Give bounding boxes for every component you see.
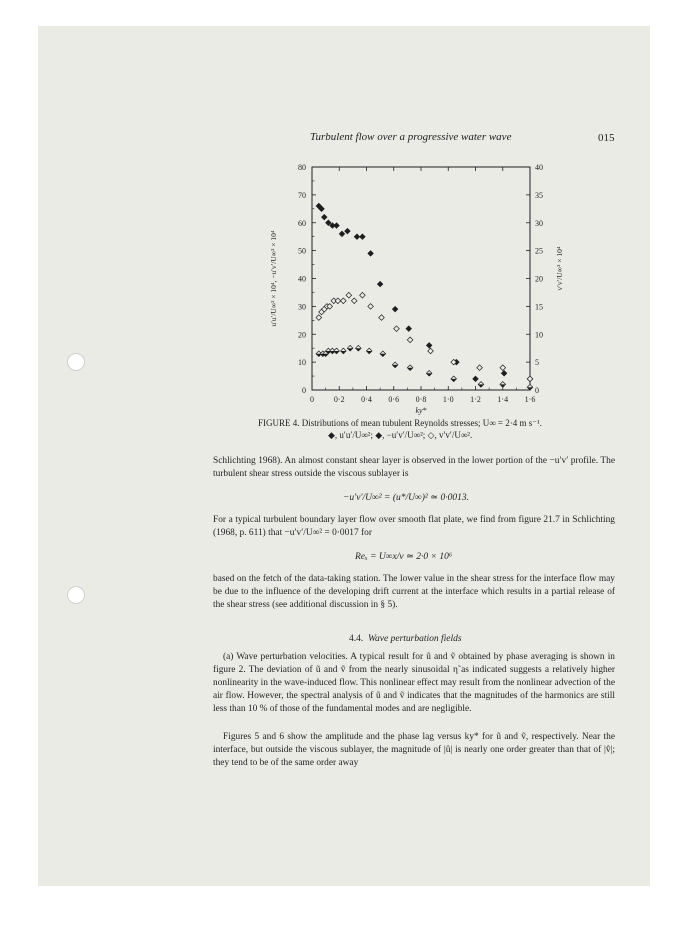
- section-heading: [349, 634, 462, 644]
- plot-frame: [312, 167, 530, 390]
- y-tick-label-right: 35: [535, 190, 543, 200]
- y-tick-label-right: 0: [535, 386, 539, 395]
- x-tick-label: 0·2: [333, 395, 345, 404]
- y-tick-label-right: 15: [535, 302, 543, 312]
- data-point-series-1: [392, 306, 398, 312]
- data-point-series-3: [394, 326, 400, 332]
- punch-hole: [67, 353, 85, 371]
- data-point-series-2: [500, 382, 506, 388]
- running-header: Turbulent flow over a progressive water wave: [310, 131, 512, 143]
- caption-text: FIGURE 4. Distributions of mean tubulent Reynolds stresses; U∞ = 2·4 m s⁻¹.: [258, 418, 542, 428]
- x-tick-label: 1·0: [442, 395, 454, 404]
- data-point-series-2: [356, 345, 362, 351]
- y-tick-label-right: 25: [535, 246, 543, 256]
- data-point-series-2: [407, 365, 413, 371]
- y-tick-label-right: 10: [535, 330, 543, 340]
- y-tick-label-right: 20: [535, 274, 543, 284]
- section-title: Wave perturbation fields: [368, 634, 462, 644]
- paragraph: Figures 5 and 6 show the amplitude and the phase lag versus ky* for ũ and ṽ, respectively. Near the interface, but outside the viscous sublayer, the magnitude of |û| is nearly one order greater than that of |v̂|; they tend to be of the same order away: [213, 732, 615, 768]
- data-point-series-2: [451, 376, 457, 382]
- data-point-series-3: [500, 365, 506, 371]
- data-point-series-2-fill: [334, 351, 340, 354]
- x-tick-label: 0: [310, 395, 314, 404]
- data-point-series-3: [407, 337, 413, 343]
- y-tick-label-left: 30: [298, 302, 306, 312]
- reynolds-stress-chart: [240, 155, 620, 415]
- data-point-series-2-fill: [356, 348, 362, 351]
- data-point-series-2-fill: [478, 384, 484, 387]
- data-point-series-1: [321, 214, 327, 220]
- x-tick-label: 1·6: [524, 395, 536, 404]
- data-point-series-3: [351, 298, 357, 304]
- data-point-series-3: [428, 348, 434, 354]
- data-point-series-1: [473, 376, 479, 382]
- data-point-series-3: [477, 365, 483, 371]
- page-number: 015: [598, 132, 615, 144]
- data-point-series-2: [341, 348, 347, 354]
- data-point-series-1: [426, 343, 432, 349]
- y-tick-label-left: 80: [298, 163, 306, 172]
- y-tick-label-left: 40: [298, 274, 306, 284]
- data-point-series-1: [368, 251, 374, 257]
- data-point-series-1: [339, 231, 345, 237]
- x-tick-label: 1·4: [497, 395, 509, 404]
- x-tick-label: 0·8: [415, 395, 427, 404]
- y-tick-label-left: 10: [298, 358, 306, 368]
- equation: Reₓ = U∞x/ν ≃ 2·0 × 10⁶: [355, 552, 453, 562]
- data-point-series-2-fill: [426, 373, 432, 376]
- data-point-series-2-fill: [380, 354, 386, 357]
- y-tick-label-left: 60: [298, 218, 306, 228]
- data-point-series-1: [334, 223, 340, 229]
- data-point-series-1: [345, 228, 351, 234]
- x-tick-label: 0·6: [388, 395, 400, 404]
- data-point-series-2: [334, 348, 340, 354]
- data-point-series-2-fill: [341, 351, 347, 354]
- data-point-series-3: [316, 315, 322, 321]
- figure-legend: ◆, u′u′/U∞²; ◆, −u′v′/U∞²; ◇, v′v′/U∞².: [328, 430, 473, 440]
- y-tick-label-left: 20: [298, 330, 306, 340]
- paragraph: based on the fetch of the data-taking station. The lower value in the shear stress for the interface flow may be due to the influence of the developing drift current at the interface which results in a partial release of the shear stress (see additional discussion in § 5).: [213, 574, 615, 610]
- data-point-series-2: [527, 384, 533, 390]
- data-point-series-1: [501, 370, 507, 376]
- x-tick-label: 1·2: [470, 395, 481, 404]
- data-point-series-2-fill: [347, 348, 353, 351]
- figure-caption: [258, 416, 618, 430]
- data-point-series-3: [379, 315, 385, 321]
- data-point-series-2-fill: [451, 379, 457, 382]
- data-point-series-3: [335, 298, 341, 304]
- section-number: 4.4.: [349, 634, 364, 644]
- data-point-series-1: [360, 234, 366, 240]
- x-axis-label: ky*: [415, 406, 427, 415]
- data-point-series-1: [354, 234, 360, 240]
- data-point-series-2: [426, 370, 432, 376]
- data-point-series-2: [347, 345, 353, 351]
- y-tick-label-left: 0: [302, 386, 306, 395]
- data-point-series-2: [478, 382, 484, 388]
- data-point-series-3: [360, 292, 366, 298]
- y-tick-label-right: 40: [535, 163, 543, 172]
- data-point-series-1: [377, 281, 383, 287]
- data-point-series-2: [366, 348, 372, 354]
- data-point-series-3: [527, 376, 533, 382]
- data-point-series-2-fill: [392, 365, 398, 368]
- y-axis-label-right: v′v′/U∞² × 10⁴: [555, 246, 564, 291]
- punch-hole: [67, 586, 85, 604]
- y-tick-label-left: 50: [298, 246, 306, 256]
- data-point-series-3: [341, 298, 347, 304]
- data-point-series-2: [380, 351, 386, 357]
- paragraph: For a typical turbulent boundary layer flow over smooth flat plate, we find from figure 21.7 in Schlichting (1968, p. 611) that −u′v′/U∞² = 0·0017 for: [213, 515, 615, 538]
- data-point-series-3: [368, 304, 374, 310]
- data-point-series-3: [346, 292, 352, 298]
- data-point-series-2-fill: [500, 384, 506, 387]
- paragraph: Schlichting 1968). An almost constant shear layer is observed in the lower portion of the −u′v′ profile. The turbulent shear stress outside the viscous sublayer is: [213, 456, 615, 479]
- x-tick-label: 0·4: [361, 395, 372, 404]
- y-tick-label-right: 30: [535, 218, 543, 228]
- data-point-series-1: [406, 326, 412, 332]
- equation: −u′v′/U∞² = (u*/U∞)² ≃ 0·0013.: [343, 493, 469, 503]
- y-tick-label-right: 5: [535, 358, 539, 368]
- data-point-series-2: [392, 362, 398, 368]
- y-tick-label-left: 70: [298, 190, 306, 200]
- data-point-series-2-fill: [407, 368, 413, 371]
- paragraph: (a) Wave perturbation velocities. A typical result for ũ and ṽ obtained by phase averaging is shown in figure 2. The deviation of ũ and ṽ from the nearly sinusoidal η̃ as indicated suggests a relatively higher nonlinearity in the wave-induced flow. This nonlinear effect may result from the nonlinear advection of the air flow. However, the spectral analysis of ũ and ṽ indicates that the magnitudes of the harmonics are still less than 10 % of those of the fundamental modes and are negligible.: [213, 652, 615, 714]
- data-point-series-2-fill: [366, 351, 372, 354]
- y-axis-label-left: u′u′/U∞² × 10⁴, −u′v′/U∞² × 10⁴: [269, 230, 278, 327]
